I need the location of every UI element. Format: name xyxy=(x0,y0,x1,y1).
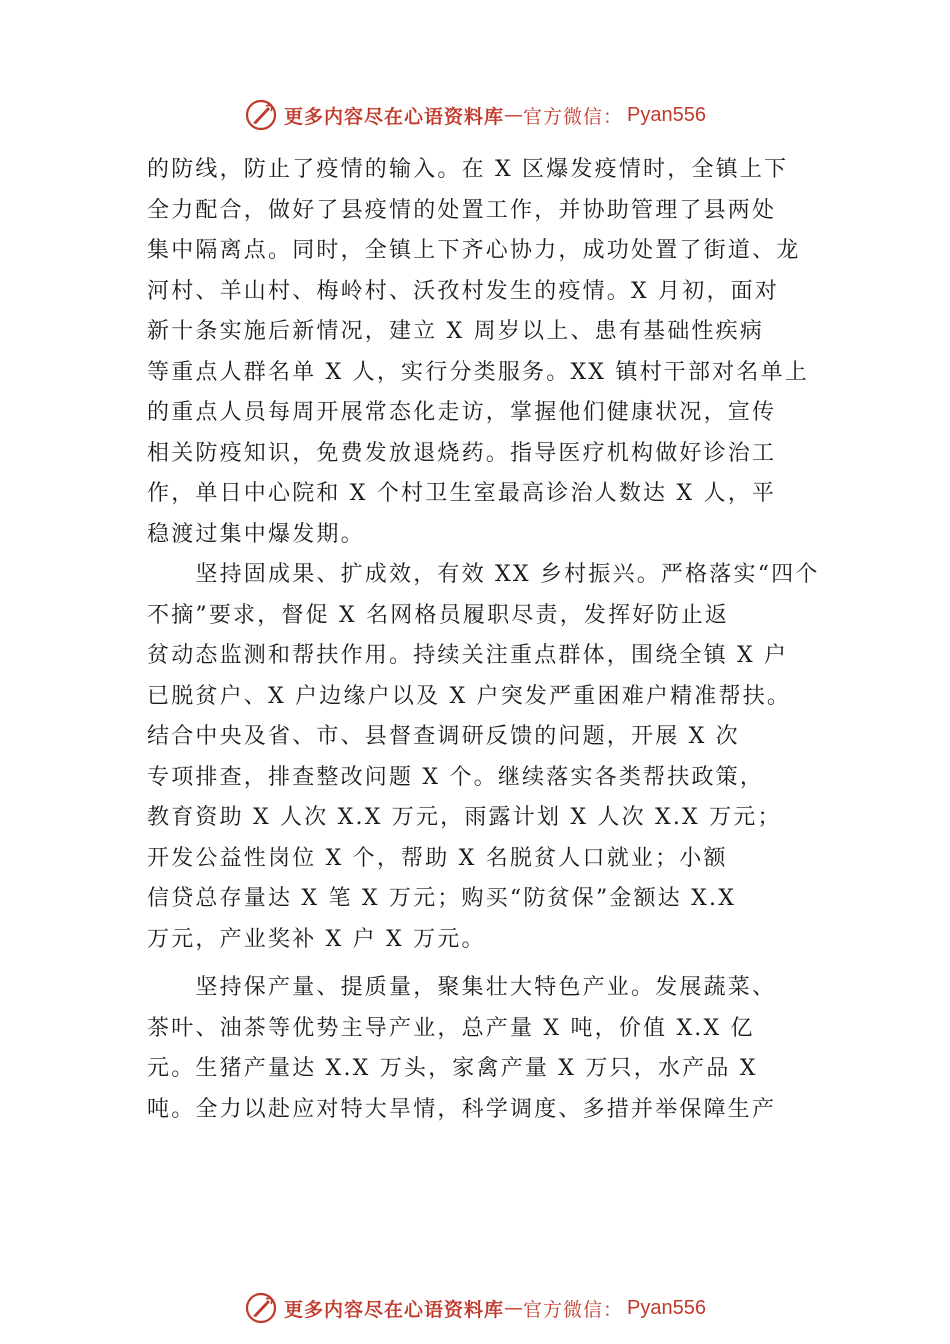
text-line: 河村、羊山村、梅岭村、沃孜村发生的疫情。X 月初，面对 xyxy=(147,278,780,304)
header-dash: — xyxy=(504,104,524,126)
header-wechat-label: 官方微信： xyxy=(523,105,624,128)
text-line: 教育资助 X 人次 X.X 万元，雨露计划 X 人次 X.X 万元； xyxy=(147,805,782,830)
paragraph-spacer xyxy=(147,960,837,968)
quill-logo-icon xyxy=(244,98,278,132)
footer-library-text: 更多内容尽在心语资料库 xyxy=(284,1298,505,1321)
text-line: 坚持固成果、扩成效，有效 XX 乡村振兴。严格落实“四个 xyxy=(147,562,820,587)
text-line: 相关防疫知识，免费发放退烧药。指导医疗机构做好诊治工 xyxy=(147,440,777,466)
header-wechat-id: Pyan556 xyxy=(627,103,706,126)
footer-wechat-label: 官方微信： xyxy=(523,1298,624,1321)
text-line: 的重点人员每周开展常态化走访，掌握他们健康状况，宣传 xyxy=(147,400,777,425)
text-line: 不摘”要求，督促 X 名网格员履职尽责，发挥好防止返 xyxy=(147,602,730,628)
header-banner xyxy=(0,95,950,135)
footer-banner xyxy=(0,1288,950,1328)
text-line: 集中隔离点。同时，全镇上下齐心协力，成功处置了街道、龙 xyxy=(147,238,801,263)
footer-dash: — xyxy=(504,1297,524,1319)
text-line: 茶叶、油茶等优势主导产业，总产量 X 吨，价值 X.X 亿 xyxy=(147,1015,755,1041)
text-line: 稳渡过集中爆发期。 xyxy=(147,521,365,547)
text-line: 信贷总存量达 X 笔 X 万元；购买“防贫保”金额达 X.X xyxy=(147,886,737,911)
text-line: 贫动态监测和帮扶作用。持续关注重点群体，围绕全镇 X 户 xyxy=(147,643,789,668)
text-line: 万元，产业奖补 X 户 X 万元。 xyxy=(147,926,486,952)
text-line: 坚持保产量、提质量，聚集壮大特色产业。发展蔬菜、 xyxy=(147,975,777,1000)
footer-wechat-id: Pyan556 xyxy=(627,1296,706,1319)
quill-logo-icon xyxy=(244,1291,278,1325)
text-line: 开发公益性岗位 X 个，帮助 X 名脱贫人口就业；小额 xyxy=(147,845,728,871)
text-line: 新十条实施后新情况，建立 X 周岁以上、患有基础性疾病 xyxy=(147,319,765,344)
text-line: 全力配合，做好了县疫情的处置工作，并协助管理了县两处 xyxy=(147,197,777,223)
text-line: 等重点人群名单 X 人，实行分类服务。XX 镇村干部对名单上 xyxy=(147,359,809,385)
text-line: 作，单日中心院和 X 个村卫生室最高诊治人数达 X 人，平 xyxy=(147,481,777,506)
text-line: 元。生猪产量达 X.X 万头，家禽产量 X 万只，水产品 X xyxy=(147,1056,758,1081)
text-line: 吨。全力以赴应对特大旱情，科学调度、多措并举保障生产 xyxy=(147,1096,777,1122)
text-line: 已脱贫户、X 户边缘户以及 X 户突发严重困难户精准帮扶。 xyxy=(147,683,792,709)
document-body xyxy=(147,150,837,1130)
text-line: 专项排查，排查整改问题 X 个。继续落实各类帮扶政策， xyxy=(147,764,765,790)
header-library-text: 更多内容尽在心语资料库 xyxy=(284,105,505,128)
text-line: 的防线，防止了疫情的输入。在 X 区爆发疫情时，全镇上下 xyxy=(147,157,789,182)
text-line: 结合中央及省、市、县督查调研反馈的问题，开展 X 次 xyxy=(147,724,740,749)
